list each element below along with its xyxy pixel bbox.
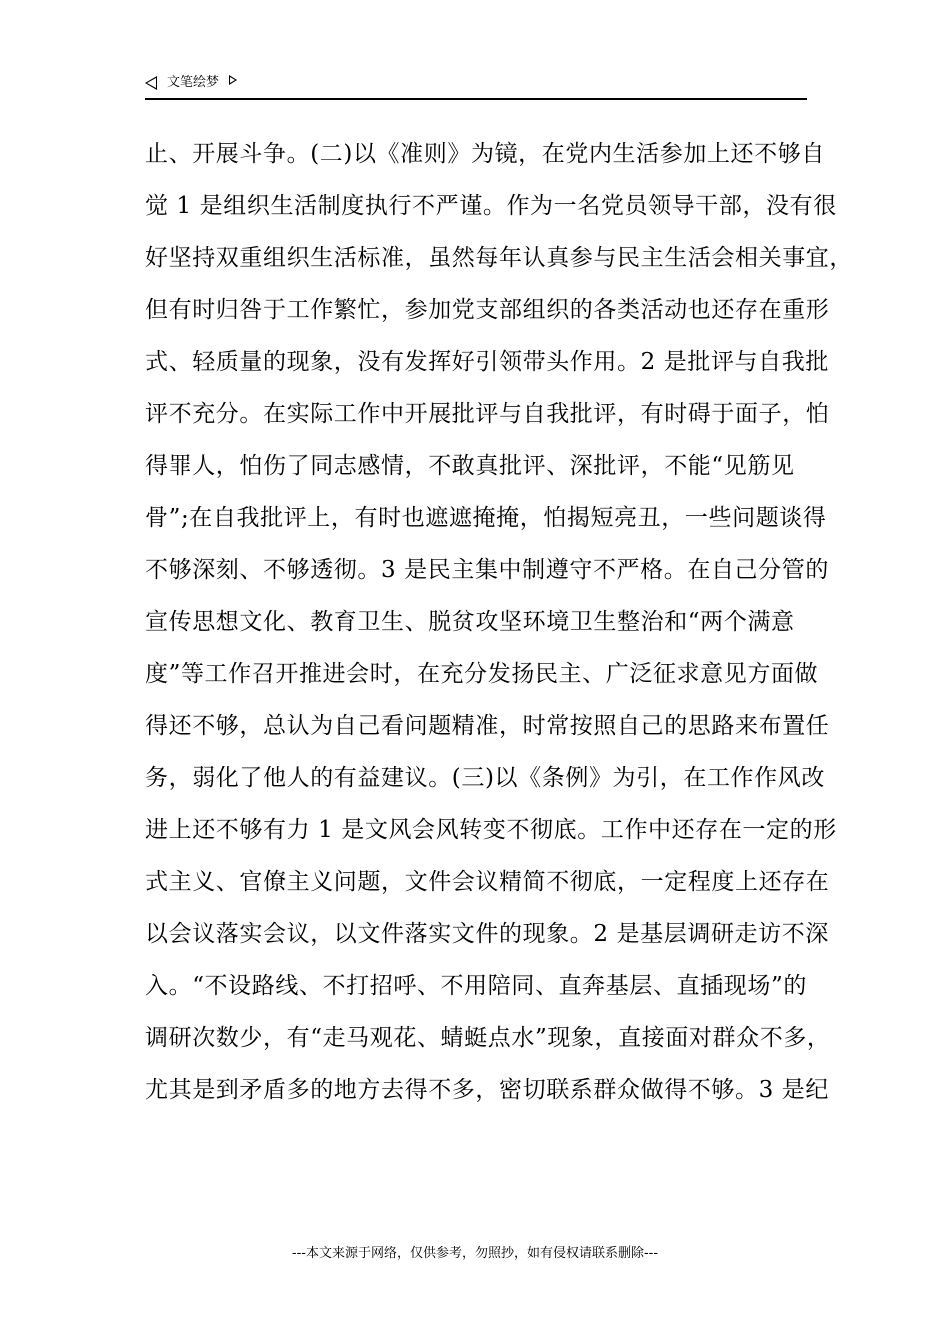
body-line: 尤其是到矛盾多的地方去得不多，密切联系群众做得不够。3 是纪 (145, 1077, 829, 1103)
body-line: 觉 1 是组织生活制度执行不严谨。作为一名党员领导干部，没有很 (145, 193, 837, 219)
body-line: 以会议落实会议，以文件落实文件的现象。2 是基层调研走访不深 (145, 921, 829, 947)
body-line: 宣传思想文化、教育卫生、脱贫攻坚环境卫生整治和“两个满意 (145, 609, 795, 635)
triangle-left-outline-icon (145, 76, 157, 90)
body-line: 好坚持双重组织生活标准，虽然每年认真参与民主生活会相关事宜， (145, 245, 853, 271)
body-line: 入。“不设路线、不打招呼、不用陪同、直奔基层、直插现场”的 (145, 973, 807, 999)
body-line: 务，弱化了他人的有益建议。(三)以《条例》为引，在工作作风改 (145, 765, 825, 791)
header-title: 文笔绘梦 (167, 75, 220, 90)
header-brand (145, 74, 237, 92)
page-footer: ---本文来源于网络，仅供参考，勿照抄，如有侵权请联系删除--- (291, 1246, 659, 1261)
body-line: 式主义、官僚主义问题，文件会议精简不彻底，一定程度上还存在 (145, 869, 830, 895)
body-line: 不够深刻、不够透彻。3 是民主集中制遵守不严格。在自己分管的 (145, 557, 829, 583)
body-line: 式、轻质量的现象，没有发挥好引领带头作用。2 是批评与自我批 (145, 349, 829, 375)
body-line: 调研次数少，有“走马观花、蜻蜓点水”现象，直接面对群众不多， (145, 1025, 831, 1051)
body-line: 得罪人，怕伤了同志感情，不敢真批评、深批评，不能“见筋见 (145, 453, 795, 479)
body-line: 评不充分。在实际工作中开展批评与自我批评，有时碍于面子，怕 (145, 401, 830, 427)
page-header (145, 72, 807, 100)
body-line: 得还不够，总认为自己看问题精准，时常按照自己的思路来布置任 (145, 713, 830, 739)
body-line: 度”等工作召开推进会时，在充分发扬民主、广泛征求意见方面做 (145, 661, 819, 687)
body-line: 止、开展斗争。(二)以《准则》为镜，在党内生活参加上还不够自 (145, 141, 825, 167)
triangle-right-outline-icon (229, 75, 237, 85)
body-line: 但有时归咎于工作繁忙，参加党支部组织的各类活动也还存在重形 (145, 297, 830, 323)
body-line: 骨”;在自我批评上，有时也遮遮掩掩，怕揭短亮丑，一些问题谈得 (145, 505, 827, 531)
body-line: 进上还不够有力 1 是文风会风转变不彻底。工作中还存在一定的形 (145, 817, 837, 843)
document-body (145, 134, 853, 1122)
